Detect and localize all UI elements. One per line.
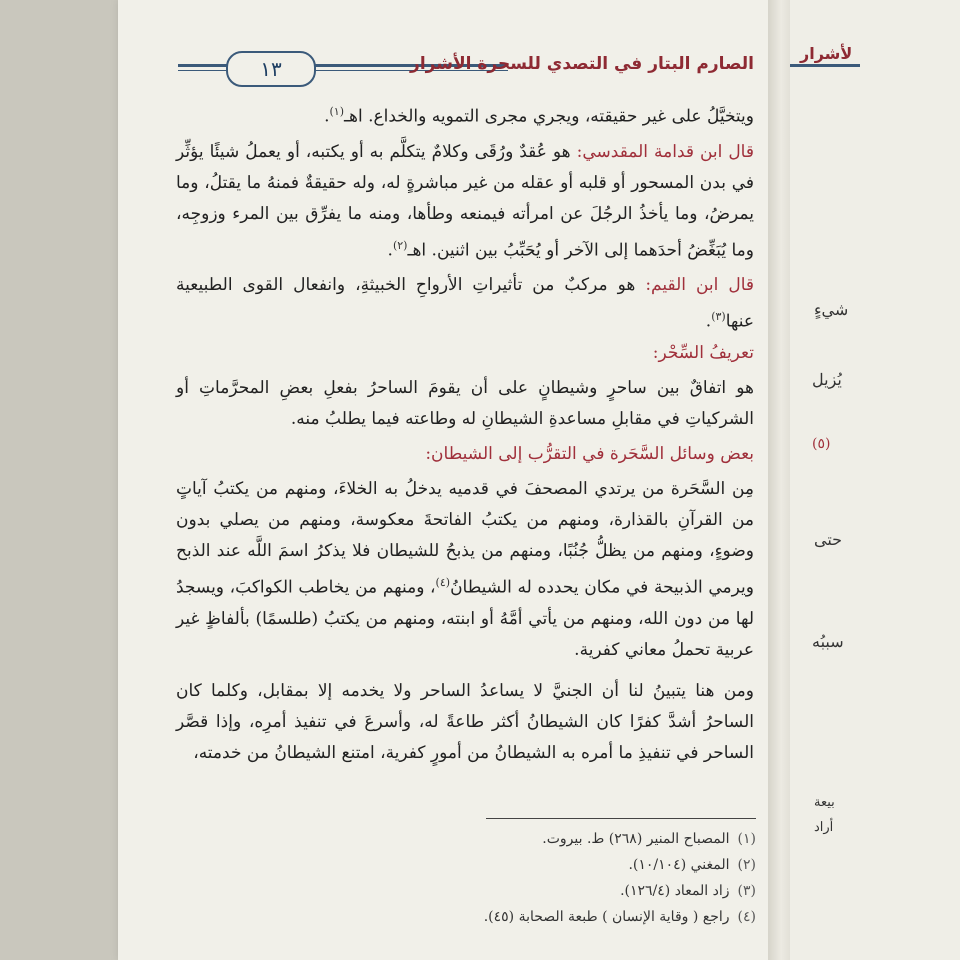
paragraph: قال ابن قدامة المقدسي: هو عُقدٌ ورُقَى وكلامٌ يتكلَّم به أو يكتبه، أو يعملُ شيئًا يؤثِّر في بدن المسحور أو قلبه أو عقله من غير مباشرةٍ له، وله حقيقةٌ فمنهُ ما يقتلُ، وما يمرضُ، وما يأخذُ الرجُلَ عن امرأته فيمنعه وطأها، ومنه ما يفرِّق بين المرء وزوجِه، وما يُبَغِّضُ أحدَهما إلى الآخر أو يُحَبِّبُ بين اثنين. اهـ$^{(٢)}$. xyxy=(176,141,754,261)
footnote-ref[interactable]: (٣) xyxy=(711,310,726,324)
page-number: ١٣ xyxy=(226,51,316,87)
running-title: الصارم البتار في التصدي للسحرة الأشرار xyxy=(410,54,754,74)
section-heading: بعض وسائل السَّحَرة في التقرُّب إلى الشيطان: xyxy=(425,443,754,464)
next-page xyxy=(790,0,960,960)
paragraph: مِن السَّحَرة من يرتدي المصحفَ في قدميه يدخلُ به الخلاءَ، ومنهم من يكتبُ آياتٍ من القرآنِ بالقذارة، ومنهم من يكتبُ الفاتحةَ معكوسة، ومنهم من يصلي بدون وضوءٍ، ومنهم من يظلُّ جُنُبًا، ومنهم من يذبحُ للشيطان فلا يذكرُ اسمَ اللَّه عند الذبح ويرمي الذبيحة في مكان يحدده له الشيطانُ$^{(٤)}$، ومنهم من يخاطب الكواكبَ، ويسجدُ لها من دون الله، ومنهم من يأتي أمَّهُ أو ابنته، ومنهم من يكتبُ (طلسمًا) بألفاظٍ غير عربية تحملُ معاني كفرية. xyxy=(176,478,754,660)
paragraph: هو اتفاقٌ بين ساحرٍ وشيطانٍ على أن يقومَ الساحرُ بفعلِ بعضِ المحرَّماتِ أو الشركياتِ في مقابلِ مساعدةِ الشيطانِ له وطاعته فيما يطلبُ منه. xyxy=(176,377,754,429)
next-page-fragment: بيعة xyxy=(814,795,835,810)
paragraph: ومن هنا يتبينُ لنا أن الجنيَّ لا يساعدُ الساحر ولا يخدمه إلا بمقابل، وكلما كان الساحرُ أشدَّ كفرًا كان الشيطانُ أكثر طاعةً له، وأسرعَ في تنفيذ أمرِه، وإذا قصَّر الساحر في تنفيذِ ما أمره به الشيطانُ من أمورٍ كفرية، امتنع الشيطانُ من خدمته، xyxy=(176,680,754,763)
running-header xyxy=(178,48,758,88)
next-page-title-fragment: لأشرار xyxy=(800,44,853,63)
footnote-ref[interactable]: (١) xyxy=(329,105,344,118)
footnotes xyxy=(236,826,756,930)
footnote-item: (٣)زاد المعاد (١٢٦/٤). xyxy=(620,883,756,899)
next-page-fragment: يُزيل xyxy=(812,370,842,389)
footnote-item: (٤)راجع ( وقاية الإنسان ) طبعة الصحابة (٤٥). xyxy=(483,909,756,925)
paragraph: قال ابن القيم: هو مركبٌ من تأثيراتِ الأرواحِ الخبيثةِ، وانفعال القوى الطبيعية عنها$^{(٣)}$. xyxy=(176,275,754,332)
footnote-separator xyxy=(486,818,756,819)
next-page-fragment: شيءٍ xyxy=(814,300,849,319)
next-page-fragment: (٥) xyxy=(812,436,831,452)
quote-attribution: قال ابن القيم: xyxy=(645,275,754,296)
footnote-item: (٢)المغني (١٠/١٠٤). xyxy=(628,857,756,873)
paragraph: ويتخيَّلُ على غير حقيقته، ويجري مجرى التمويه والخداع. اهـ$^{(١)}$. xyxy=(324,105,754,127)
next-page-fragment: سببُه xyxy=(812,632,844,651)
footnote-item: (١)المصباح المنير (٢٦٨) ط. بيروت. xyxy=(542,831,756,847)
book-gutter xyxy=(768,0,790,960)
next-page-fragment: أراد xyxy=(814,820,834,835)
section-heading: تعريفُ السِّحْر: xyxy=(652,342,754,363)
next-page-fragment: حتى xyxy=(814,530,843,549)
next-page-header-rule xyxy=(790,64,860,67)
footnote-ref[interactable]: (٤) xyxy=(435,575,451,589)
footnote-ref[interactable]: (٢) xyxy=(392,238,408,252)
body-text xyxy=(176,96,754,769)
quote-attribution: قال ابن قدامة المقدسي: xyxy=(576,141,754,162)
